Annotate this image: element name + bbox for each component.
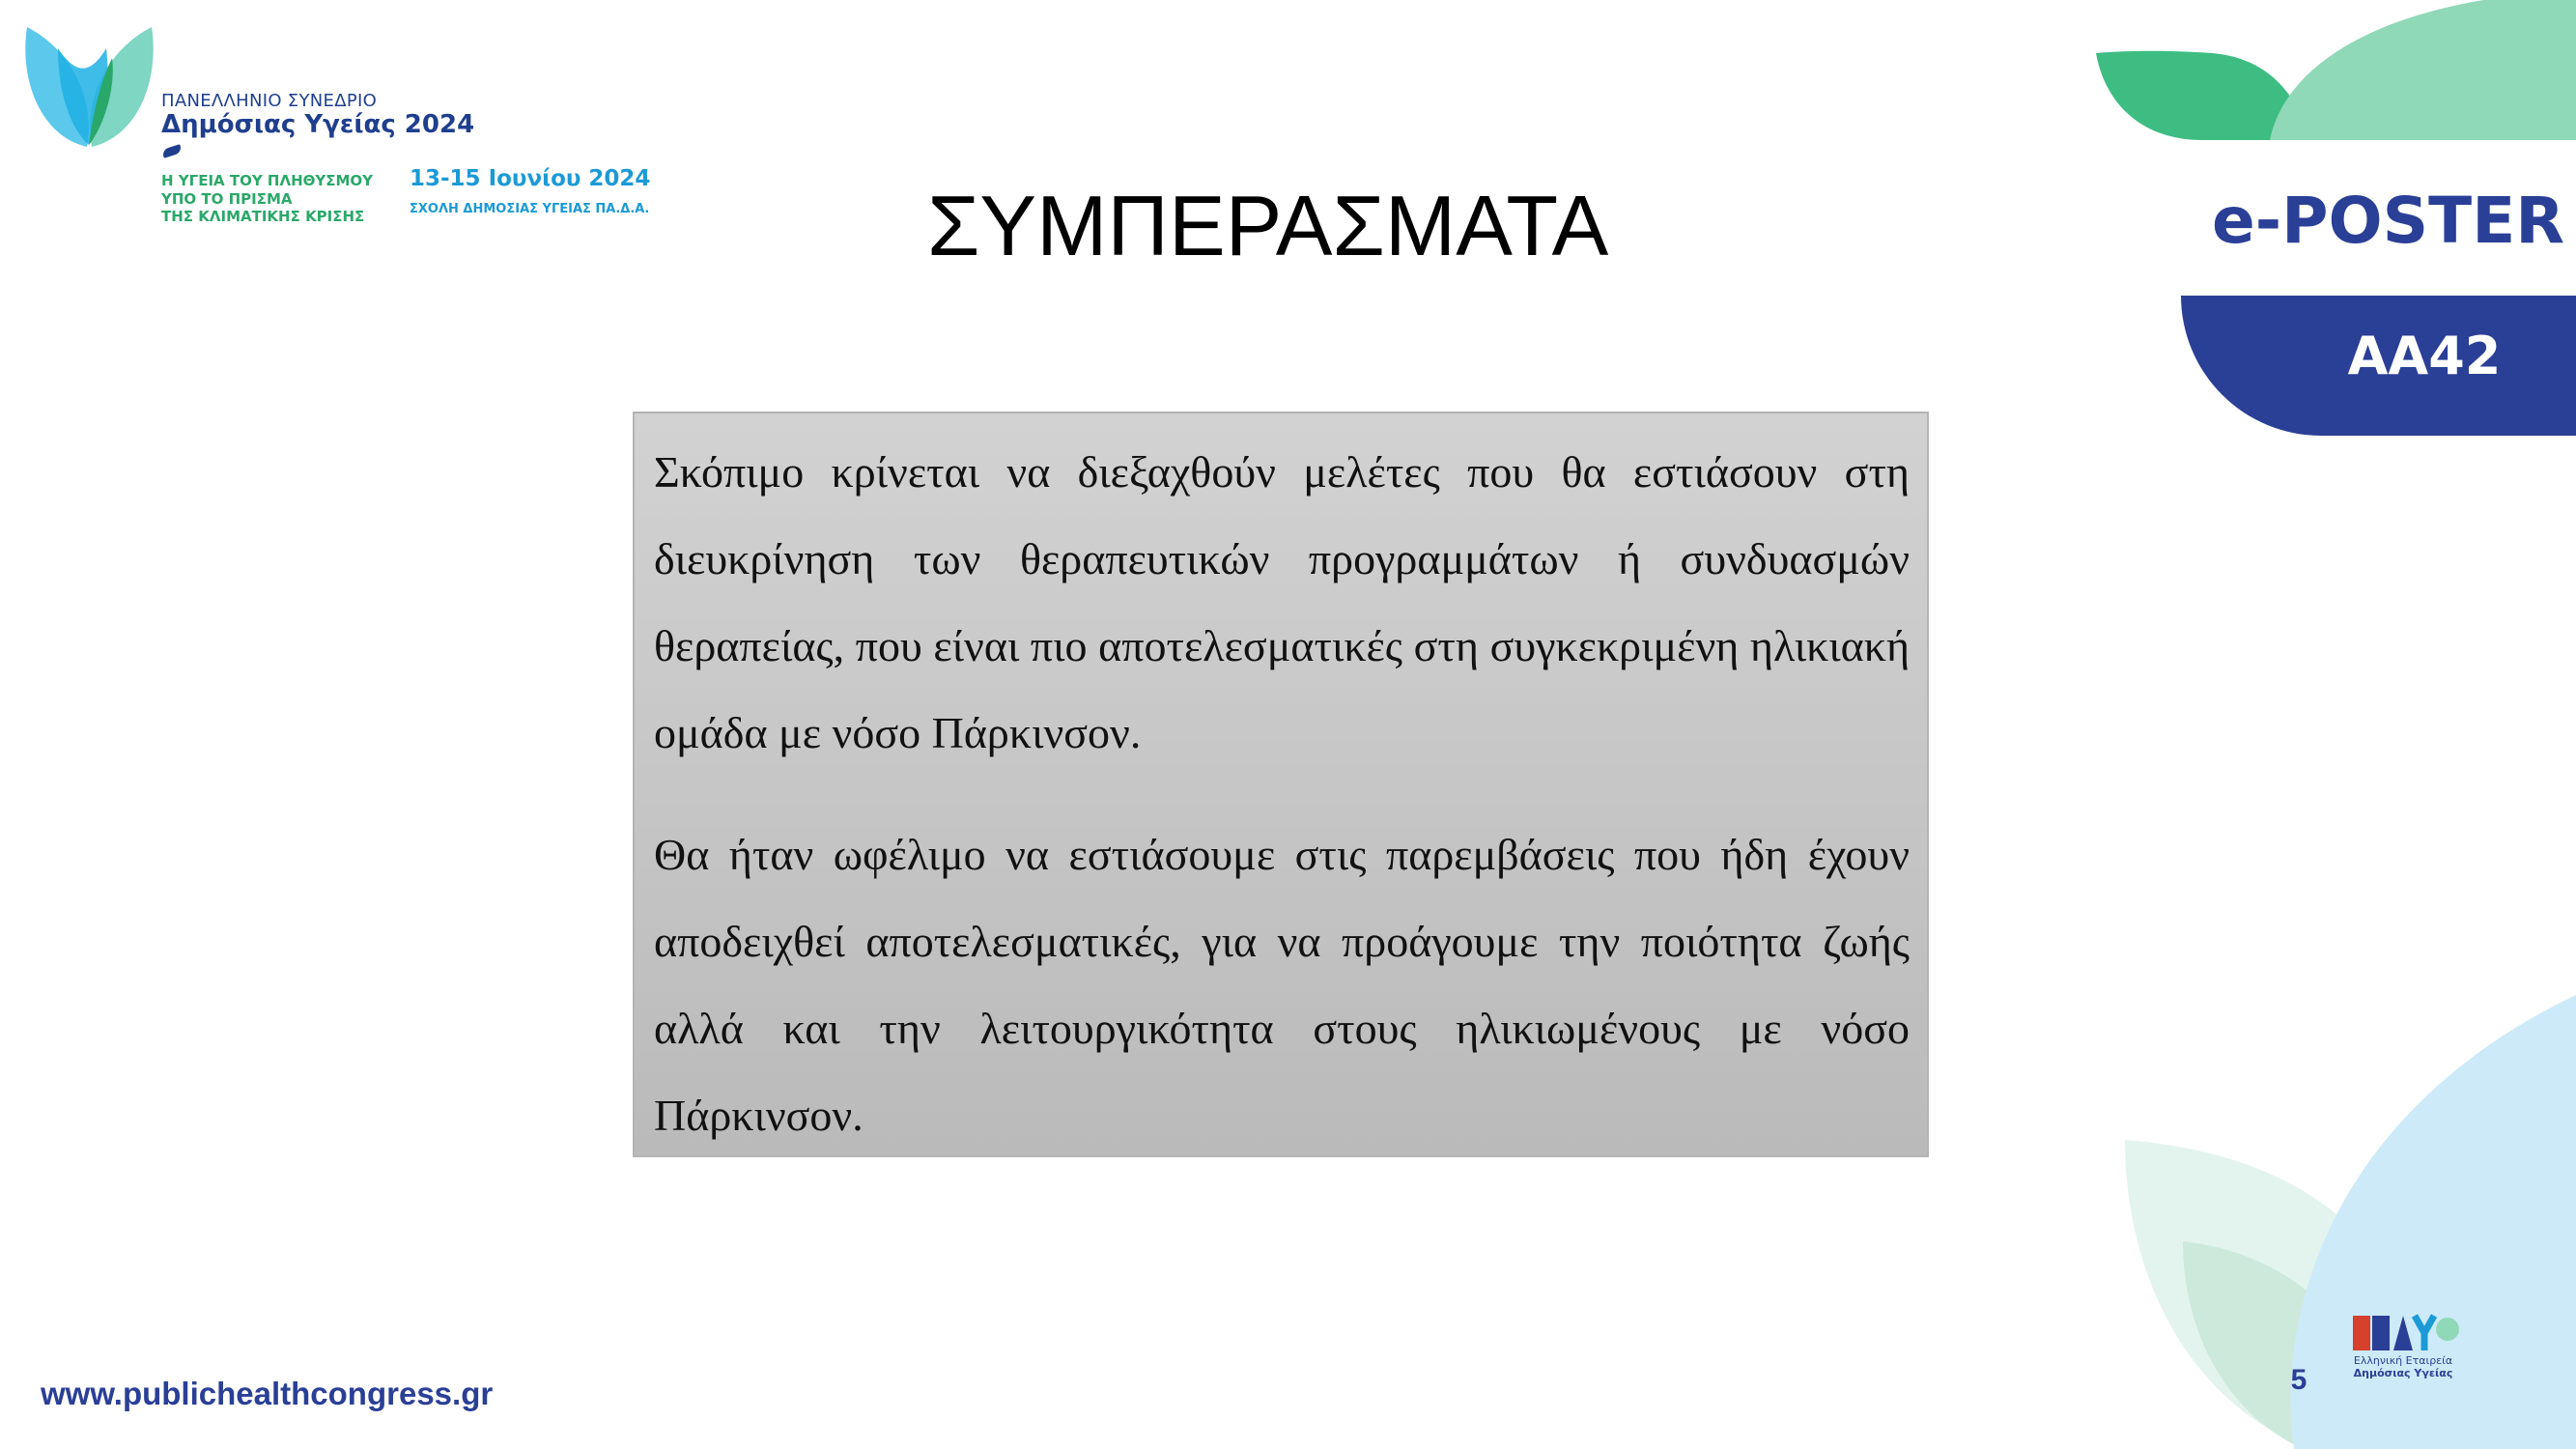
logo-congress-label: ΠΑΝΕΛΛΗΝΙΟ ΣΥΝΕΔΡΙΟ: [161, 91, 378, 111]
poster-code: ΑΑ42: [2347, 326, 2502, 386]
page-title: ΣΥΜΠΕΡΑΣΜΑΤΑ: [927, 178, 1609, 273]
logo-school: ΣΧΟΛΗ ΔΗΜΟΣΙΑΣ ΥΓΕΙΑΣ ΠΑ.Δ.Α.: [410, 202, 650, 216]
society-caption-line: Δημόσιας Υγείας: [2353, 1367, 2453, 1379]
logo-tagline-line: Η ΥΓΕΙΑ ΤΟΥ ΠΛΗΘΥΣΜΟΥ: [161, 172, 374, 189]
logo-tagline-line: ΥΠΟ ΤΟ ΠΡΙΣΜΑ: [161, 190, 293, 208]
logo-accent-mark: [161, 144, 183, 158]
conclusions-panel: [633, 412, 1929, 1157]
logo-dates: 13-15 Ιουνίου 2024: [410, 166, 651, 191]
website-link[interactable]: www.publichealthcongress.gr: [41, 1376, 494, 1411]
society-caption-line: Ελληνική Εταιρεία: [2353, 1354, 2453, 1367]
bottom-leaves-decoration-icon: [2120, 995, 2576, 1449]
logo-congress-name: Δημόσιας Υγείας 2024: [161, 110, 475, 139]
eposter-label: e-POSTER: [2212, 184, 2565, 258]
page-number: 5: [2290, 1364, 2307, 1396]
top-leaves-decoration-icon: [2086, 0, 2576, 145]
society-caption: [2337, 1354, 2469, 1379]
conclusion-paragraph: Θα ήταν ωφέλιμο να εστιάσουμε στις παρεμβάσεις που ήδη έχουν αποδειχθεί αποτελεσματικές, για να προάγουμε την ποιότητα ζωής αλλά και την λειτουργικότητα στους ηλικιωμένους με νόσο Πάρκινσον.: [654, 830, 1910, 1140]
congress-leaf-logo-icon: [19, 19, 159, 150]
logo-tagline-line: ΤΗΣ ΚΛΙΜΑΤΙΚΗΣ ΚΡΙΣΗΣ: [161, 208, 365, 225]
conclusion-paragraph: Σκόπιμο κρίνεται να διεξαχθούν μελέτες που θα εστιάσουν στη διευκρίνηση των θεραπευτικών προγραμμάτων ή συνδυασμών θεραπείας, που είναι πιο αποτελεσματικές στη συγκεκριμένη ηλικιακή ομάδα με νόσο Πάρκινσον.: [654, 447, 1910, 757]
